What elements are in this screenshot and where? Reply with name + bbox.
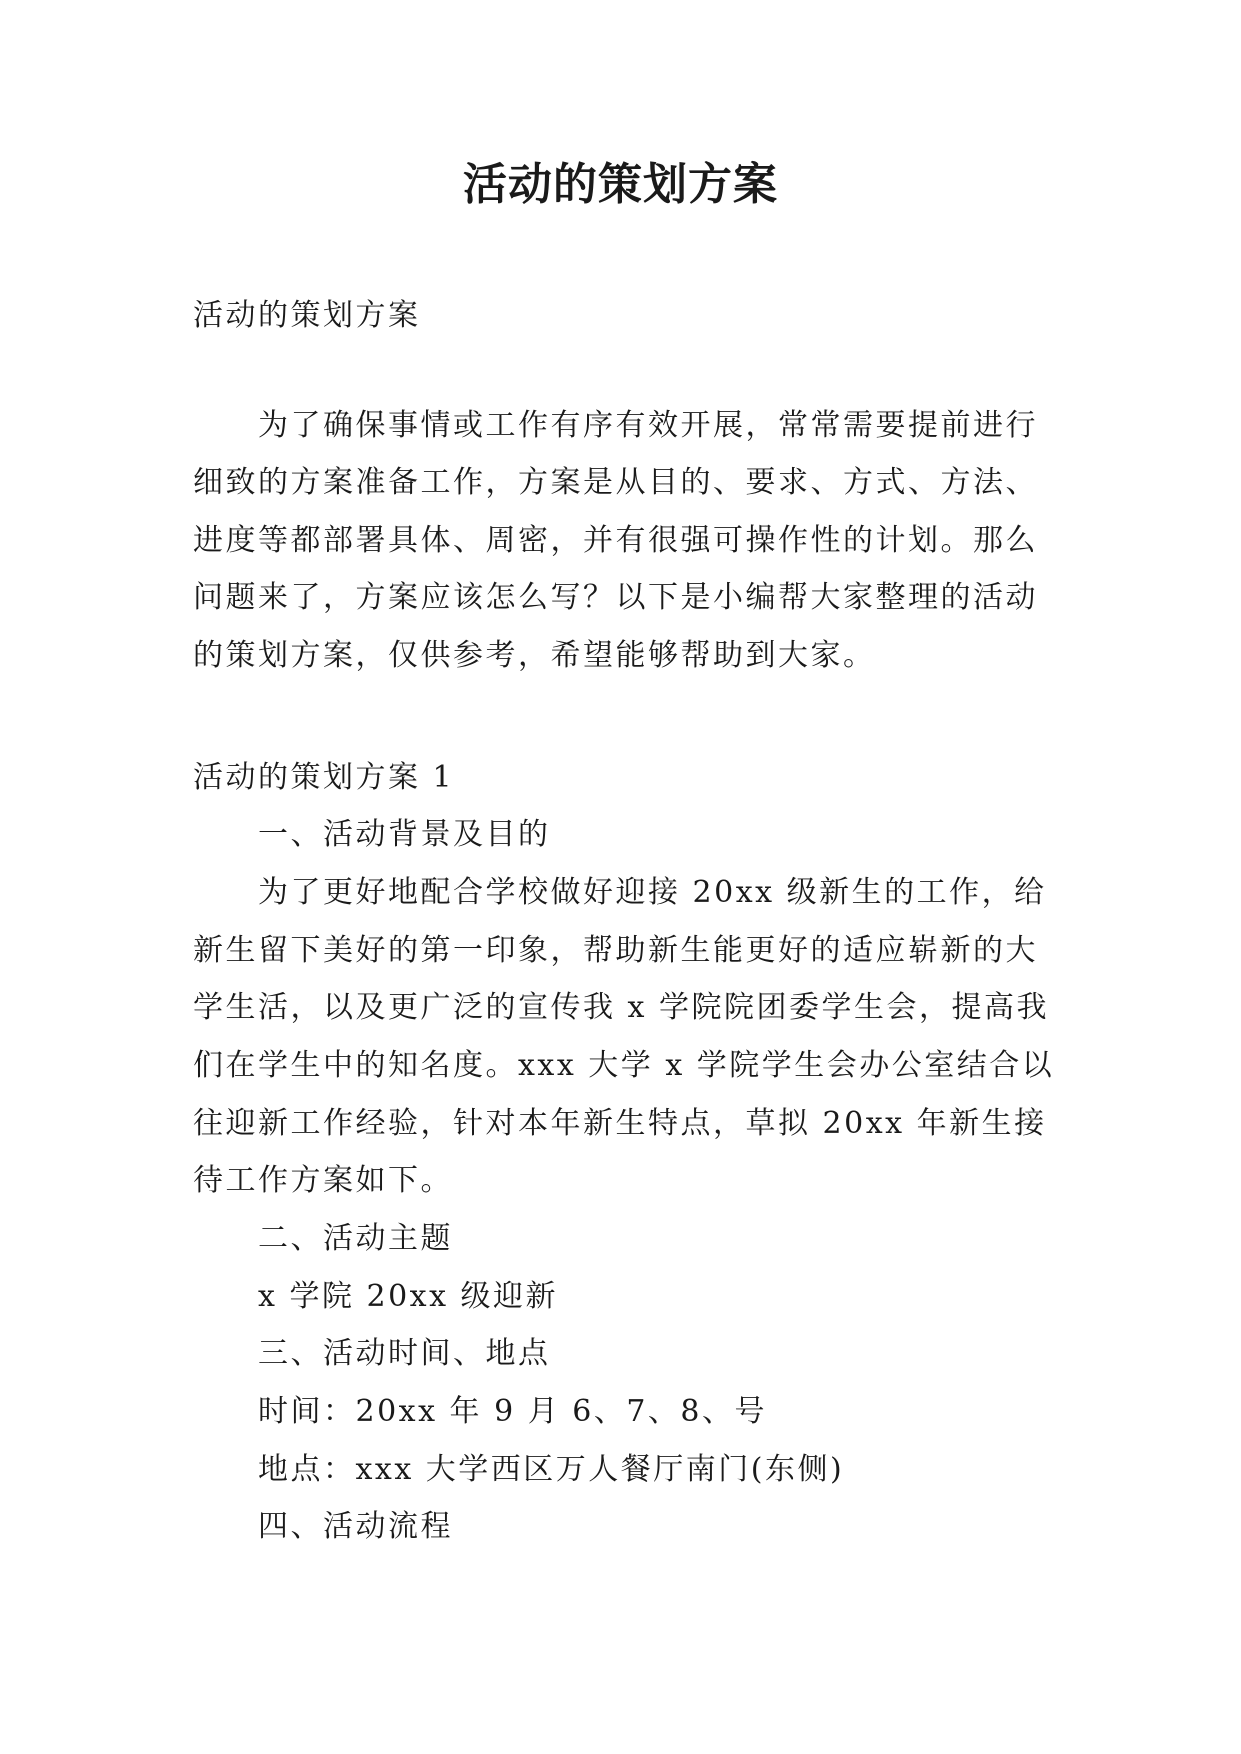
part2-heading: 二、活动主题 (258, 1221, 453, 1256)
intro-line-3: 进度等都部署具体、周密，并有很强可操作性的计划。那么 (193, 523, 1038, 558)
part1-line-4: 们在学生中的知名度。xxx 大学 x 学院学生会办公室结合以 (193, 1048, 1055, 1083)
part3-place: 地点：xxx 大学西区万人餐厅南门(东侧) (258, 1452, 845, 1487)
part1-line-2: 新生留下美好的第一印象，帮助新生能更好的适应崭新的大 (193, 933, 1038, 968)
intro-line-4: 问题来了，方案应该怎么写？以下是小编帮大家整理的活动 (193, 580, 1038, 615)
part1-line-1: 为了更好地配合学校做好迎接 20xx 级新生的工作，给 (258, 875, 1047, 910)
part4-heading: 四、活动流程 (258, 1509, 453, 1544)
part3-heading: 三、活动时间、地点 (258, 1336, 551, 1371)
part1-line-6: 待工作方案如下。 (193, 1163, 453, 1198)
section-heading: 活动的策划方案 1 (193, 760, 455, 795)
part1-line-3: 学生活，以及更广泛的宣传我 x 学院院团委学生会，提高我 (193, 990, 1049, 1025)
part1-line-5: 往迎新工作经验，针对本年新生特点，草拟 20xx 年新生接 (193, 1106, 1047, 1141)
document-title: 活动的策划方案 (463, 159, 778, 210)
intro-line-5: 的策划方案，仅供参考，希望能够帮助到大家。 (193, 638, 876, 673)
part2-text: x 学院 20xx 级迎新 (258, 1279, 559, 1314)
document-subtitle: 活动的策划方案 (193, 298, 421, 333)
part3-time: 时间：20xx 年 9 月 6、7、8、号 (258, 1394, 768, 1429)
intro-line-2: 细致的方案准备工作，方案是从目的、要求、方式、方法、 (193, 465, 1038, 500)
part1-heading: 一、活动背景及目的 (258, 817, 551, 852)
intro-line-1: 为了确保事情或工作有序有效开展，常常需要提前进行 (258, 408, 1038, 443)
